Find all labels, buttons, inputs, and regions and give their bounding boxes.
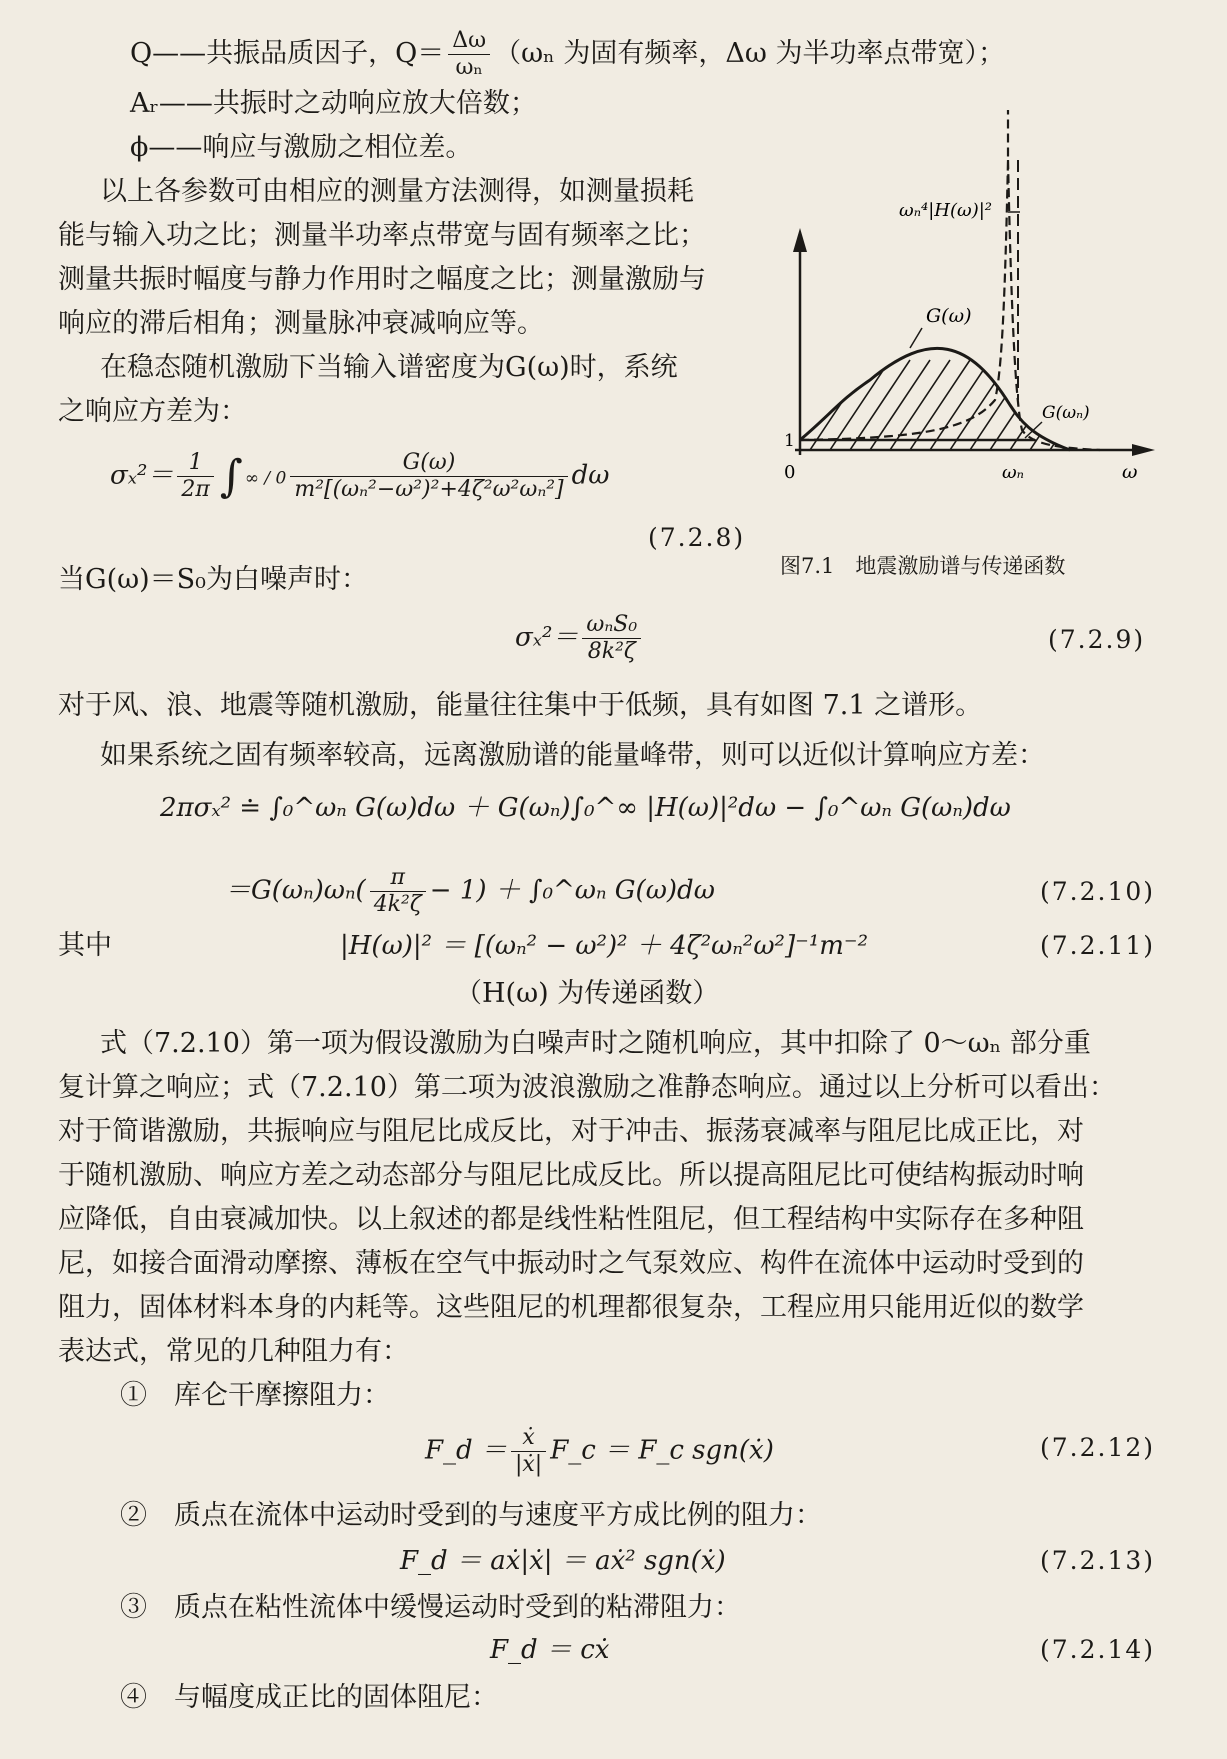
- eq-number-7-2-11: (7.2.11): [1040, 931, 1156, 960]
- eq8-coefficient-numerator: 1: [177, 450, 213, 477]
- item-3-viscous-drag: ③ 质点在粘性流体中缓慢运动时受到的粘滞阻力：: [120, 1592, 741, 1623]
- eq8-lhs: σₓ²＝: [110, 460, 174, 491]
- item-4-solid-damping: ④ 与幅度成正比的固体阻尼：: [120, 1682, 498, 1713]
- paragraph-1-line-2: 能与输入功之比；测量半功率点带宽与固有频率之比；: [58, 220, 706, 251]
- eq12-denominator: |ẋ|: [514, 1452, 543, 1477]
- label-g-omega-n: G(ωₙ): [1042, 403, 1090, 423]
- paragraph-3-line-4: 于随机激励、响应方差之动态部分与阻尼比成反比。所以提高阻尼比可使结构振动时响: [58, 1160, 1084, 1191]
- transfer-function-note: （H(ω) 为传递函数）: [455, 978, 720, 1009]
- figure-7-1-diagram: [770, 100, 1170, 530]
- paragraph-3-line-3: 对于简谐激励，共振响应与阻尼比成反比，对于冲击、振荡衰减率与阻尼比成正比，对: [58, 1116, 1084, 1147]
- label-omega-n: ωₙ: [1002, 462, 1024, 483]
- x-axis-arrow-icon: [1132, 444, 1155, 456]
- eq-number-7-2-13: (7.2.13): [1040, 1546, 1156, 1575]
- paragraph-1-line-4: 响应的滞后相角；测量脉冲衰减响应等。: [58, 308, 544, 339]
- eq12-lhs: F_d ＝: [425, 1435, 507, 1466]
- eq10-suffix: − 1) ＋ ∫₀^ωₙ G(ω)dω: [429, 875, 715, 906]
- eq8-integrand-numerator: G(ω): [290, 450, 567, 477]
- q-definition-line: [130, 28, 1005, 81]
- where-label: 其中: [58, 930, 112, 961]
- eq12-fraction: [511, 1425, 546, 1478]
- paragraph-3-line-5: 应降低，自由衰减加快。以上叙述的都是线性粘性阻尼，但工程结构中实际存在多种阻: [58, 1204, 1084, 1235]
- q-prefix: Q——共振品质因子，Q＝: [130, 38, 445, 69]
- equation-7-2-12: [425, 1425, 774, 1478]
- eq-number-7-2-9: (7.2.9): [1048, 625, 1146, 654]
- eq10-prefix: ＝G(ωₙ)ωₙ(: [225, 875, 366, 906]
- eq8-limits: ∞ / 0: [244, 468, 287, 489]
- y-axis-arrow-icon: [793, 228, 807, 252]
- label-one: 1: [784, 431, 795, 451]
- phi-definition: ϕ——响应与激励之相位差。: [130, 132, 473, 163]
- eq10-denominator: 4k²ζ: [373, 892, 422, 917]
- label-h-omega: ωₙ⁴|H(ω)|²: [899, 200, 992, 221]
- eq9-numerator: ωₙS₀: [582, 612, 641, 639]
- eq9-fraction: [582, 612, 641, 665]
- paragraph-3-line-6: 尼，如接合面滑动摩擦、薄板在空气中振动时之气泵效应、构件在流体中运动时受到的: [58, 1248, 1084, 1279]
- eq-number-7-2-12: (7.2.12): [1040, 1433, 1156, 1462]
- eq8-coefficient-denominator: 2π: [181, 477, 210, 502]
- eq8-differential: dω: [571, 460, 610, 491]
- paragraph-3-line-8: 表达式，常见的几种阻力有：: [58, 1336, 409, 1367]
- white-noise-line: 当G(ω)＝S₀为白噪声时：: [58, 564, 368, 595]
- q-suffix: （ωₙ 为固有频率，Δω 为半功率点带宽）；: [494, 38, 1005, 69]
- eq9-lhs: σₓ²＝: [515, 622, 579, 653]
- equation-7-2-10-line-2: [225, 865, 715, 918]
- equation-7-2-10-line-1: 2πσₓ² ≐ ∫₀^ωₙ G(ω)dω ＋ G(ωₙ)∫₀^∞ |H(ω)|²dω − ∫₀^ωₙ G(ωₙ)dω: [160, 793, 1011, 823]
- paragraph-3-line-1: 式（7.2.10）第一项为假设激励为白噪声时之随机响应，其中扣除了 0～ωₙ 部分重: [100, 1028, 1091, 1059]
- eq8-coefficient: [177, 450, 213, 503]
- eq8-integrand: [290, 450, 567, 503]
- paragraph-2-line-2: 之响应方差为：: [58, 396, 247, 427]
- q-fraction-numerator: Δω: [448, 28, 490, 55]
- equation-7-2-14: F_d ＝ cẋ: [490, 1635, 610, 1665]
- equation-7-2-8: [110, 450, 610, 503]
- eq-number-7-2-14: (7.2.14): [1040, 1635, 1156, 1664]
- equation-7-2-9: [515, 612, 645, 665]
- ar-definition: Aᵣ——共振时之动响应放大倍数；: [130, 88, 537, 119]
- q-fraction-denominator: ωₙ: [455, 55, 483, 80]
- paragraph-3-line-7: 阻力，固体材料本身的内耗等。这些阻尼的机理都很复杂，工程应用只能用近似的数学: [58, 1292, 1084, 1323]
- eq-number-7-2-8: (7.2.8): [648, 523, 746, 552]
- equation-7-2-13: F_d ＝ aẋ|ẋ| ＝ aẋ² sgn(ẋ): [400, 1546, 726, 1576]
- q-fraction: [448, 28, 490, 81]
- eq9-denominator: 8k²ζ: [587, 639, 636, 664]
- eq12-rhs: F_c ＝ F_c sgn(ẋ): [550, 1435, 774, 1466]
- figure-7-1-caption: 图7.1 地震激励谱与传递函数: [780, 554, 1066, 578]
- equation-7-2-11: |H(ω)|² ＝ [(ωₙ² − ω²)² ＋ 4ζ²ωₙ²ω²]⁻¹m⁻²: [340, 931, 869, 961]
- paragraph-1-line-1: 以上各参数可由相应的测量方法测得，如测量损耗: [100, 176, 694, 207]
- eq8-integral-sign: ∫: [219, 450, 243, 502]
- approximation-note: 如果系统之固有频率较高，远离激励谱的能量峰带，则可以近似计算响应方差：: [100, 740, 1045, 771]
- eq8-integrand-denominator: m²[(ωₙ²−ω²)²+4ζ²ω²ωₙ²]: [294, 477, 564, 502]
- item-2-velocity-squared-drag: ② 质点在流体中运动时受到的与速度平方成比例的阻力：: [120, 1500, 822, 1531]
- eq-number-7-2-10: (7.2.10): [1040, 877, 1156, 906]
- spectrum-note: 对于风、浪、地震等随机激励，能量往往集中于低频，具有如图 7.1 之谱形。: [58, 690, 983, 721]
- label-omega: ω: [1122, 461, 1138, 483]
- g-label-leader: [910, 328, 922, 348]
- paragraph-1-line-3: 测量共振时幅度与静力作用时之幅度之比；测量激励与: [58, 264, 706, 295]
- paragraph-2-line-1: 在稳态随机激励下当输入谱密度为G(ω)时，系统: [100, 352, 678, 383]
- eq12-numerator: ẋ: [511, 1425, 546, 1452]
- label-origin: 0: [784, 462, 796, 483]
- label-g-omega: G(ω): [926, 305, 972, 327]
- item-1-coulomb-friction: ① 库仑干摩擦阻力：: [120, 1380, 390, 1411]
- paragraph-3-line-2: 复计算之响应；式（7.2.10）第二项为波浪激励之准静态响应。通过以上分析可以看出：: [58, 1072, 1116, 1103]
- eq10-numerator: π: [370, 865, 426, 892]
- eq10-fraction: [370, 865, 426, 918]
